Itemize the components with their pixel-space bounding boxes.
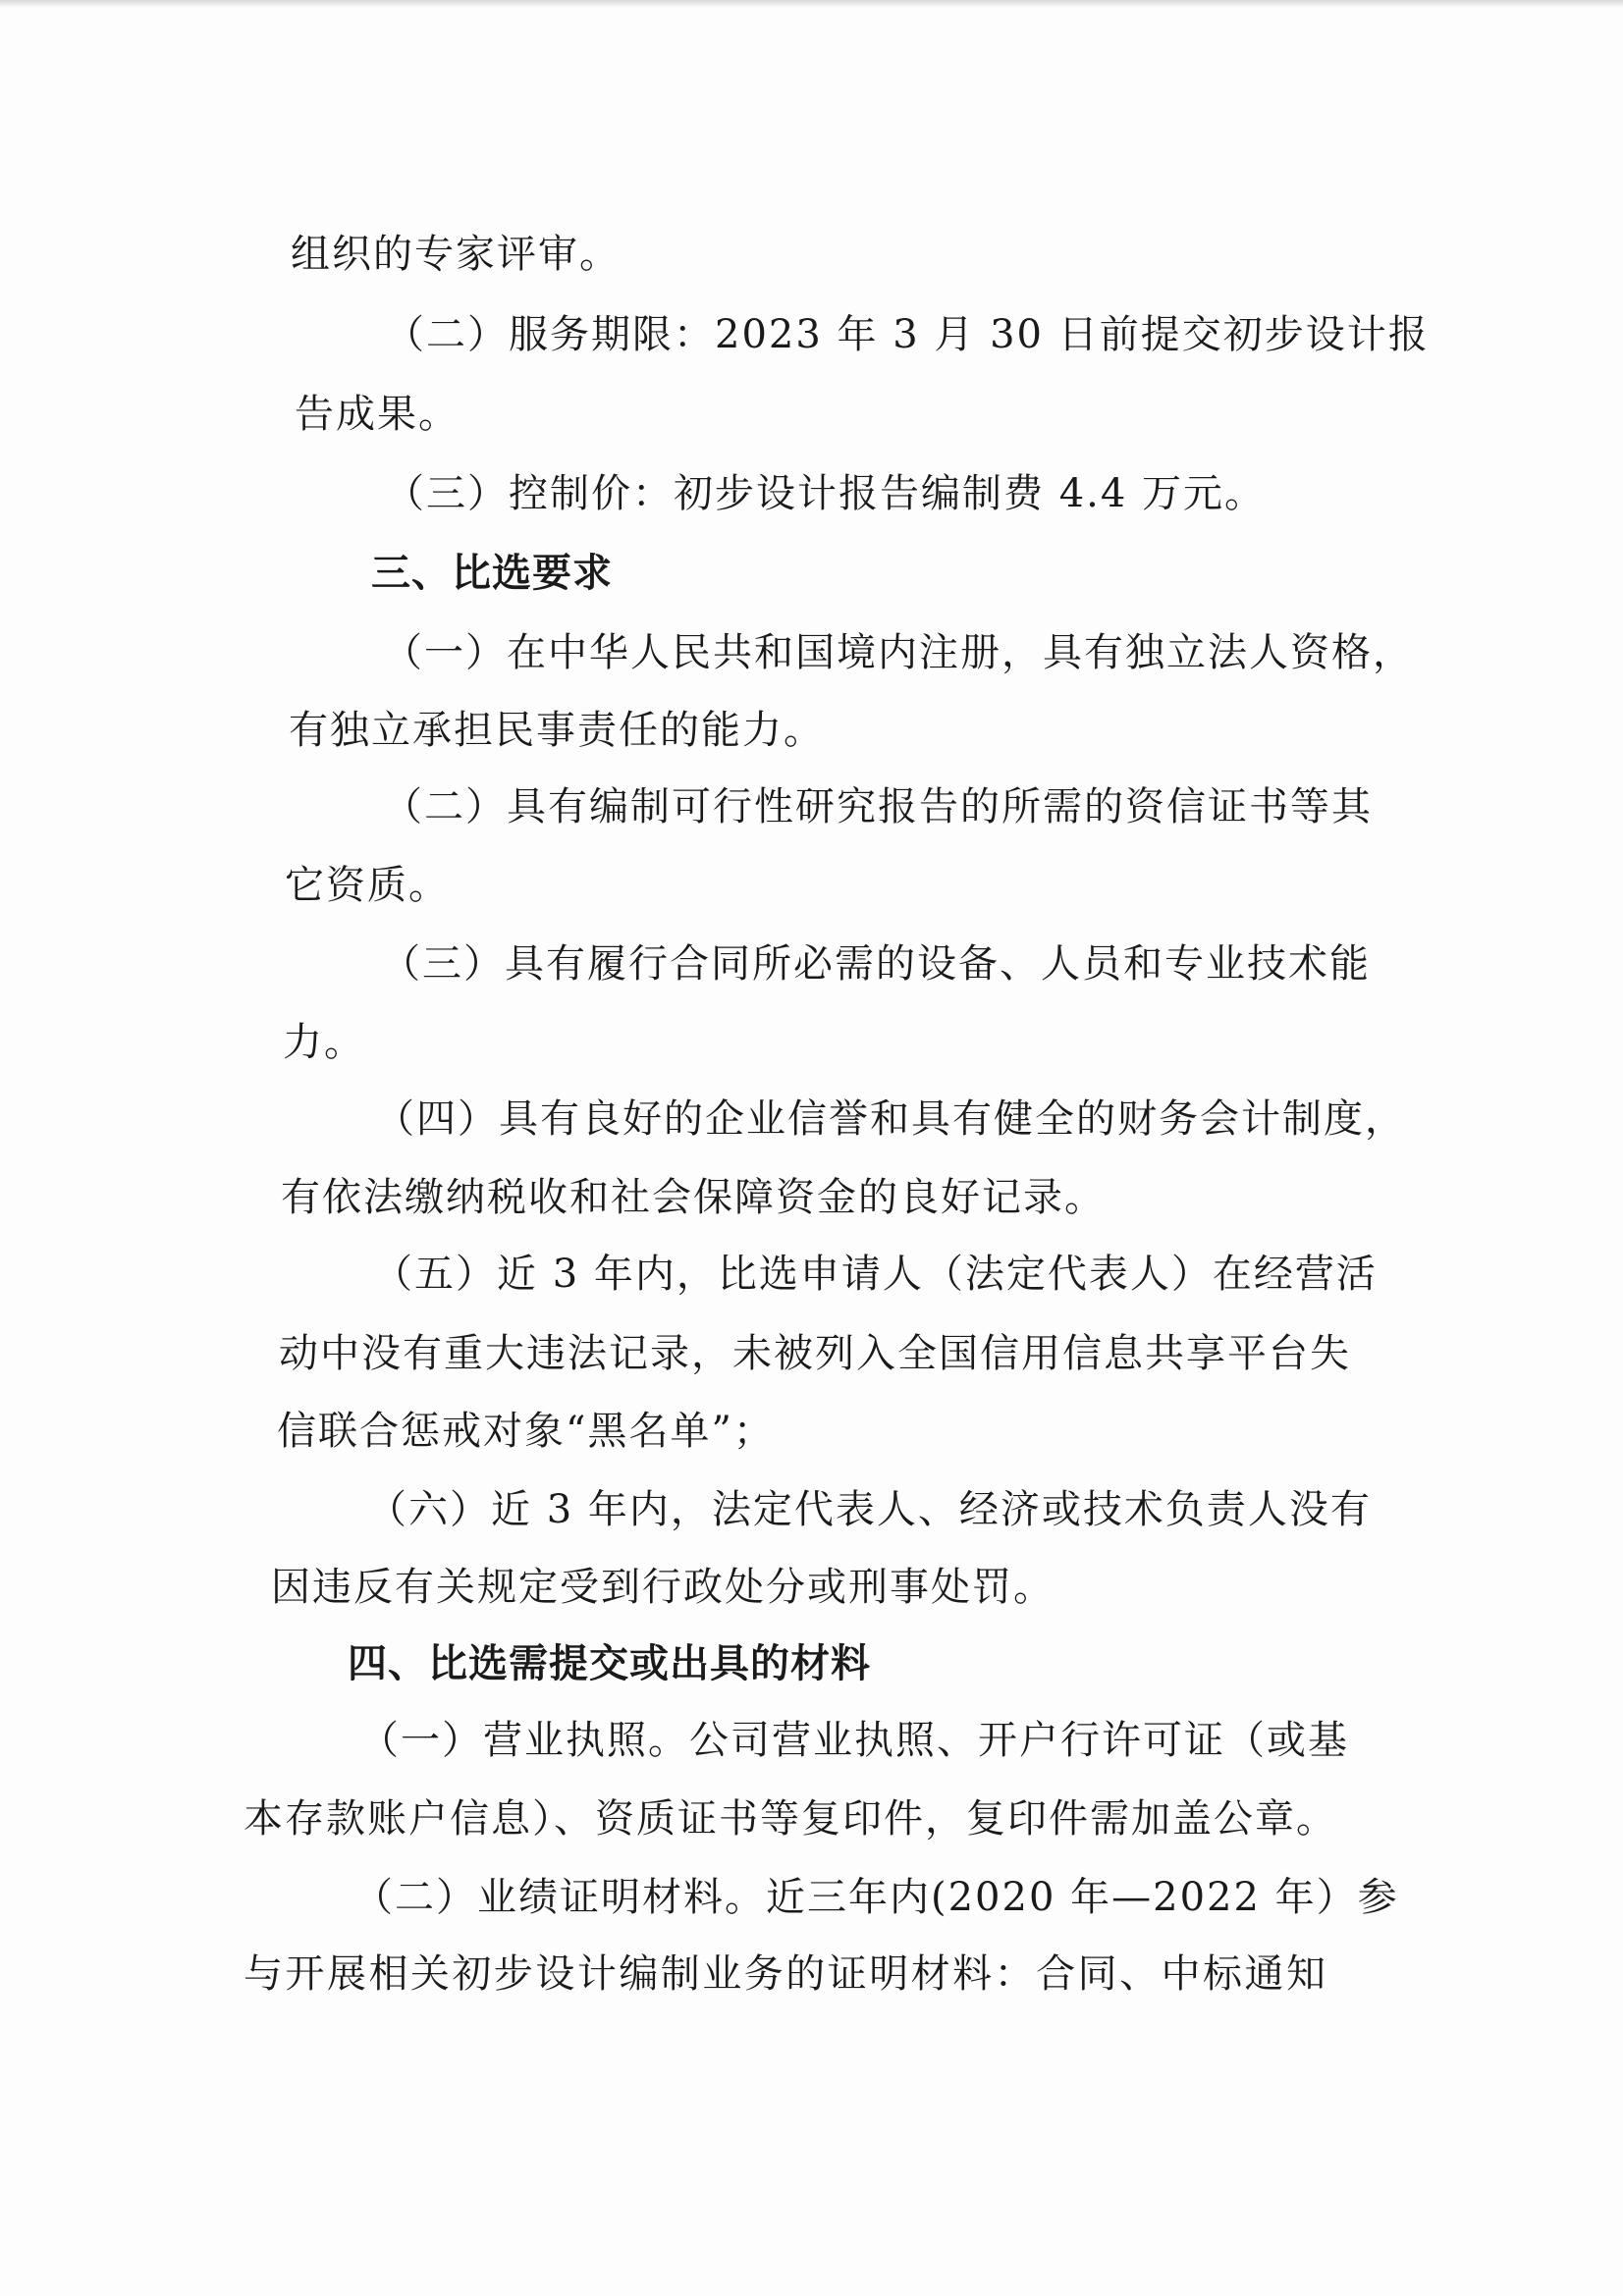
text-line: （一）在中华人民共和国境内注册，具有独立法人资格，: [383, 630, 1414, 675]
text-line: （二）具有编制可行性研究报告的所需的资信证书等其: [383, 784, 1373, 829]
text-line: 它资质。: [285, 863, 450, 908]
text-line: （二）业绩证明材料。近三年内(2020 年—2022 年）参: [353, 1875, 1399, 1920]
text-line: 力。: [283, 1020, 365, 1065]
text-line: （二）服务期限：2023 年 3 月 30 日前提交初步设计报: [385, 312, 1430, 357]
scan-edge: [0, 0, 1623, 8]
text-line: 因违反有关规定受到行政处分或刑事处罚。: [271, 1565, 1055, 1610]
text-line: 本存款账户信息）、资质证书等复印件，复印件需加盖公章。: [243, 1796, 1337, 1842]
text-line: 与开展相关初步设计编制业务的证明材料：合同、中标通知: [243, 1951, 1327, 1997]
section-heading: 四、比选需提交或出具的材料: [348, 1641, 871, 1686]
text-line: 告成果。: [295, 392, 460, 437]
section-heading: 三、比选要求: [371, 551, 613, 596]
text-line: 组织的专家评审。: [291, 232, 621, 277]
text-line: （三）控制价：初步设计报告编制费 4.4 万元。: [385, 471, 1267, 516]
text-line: 有独立承担民事责任的能力。: [289, 708, 825, 753]
text-line: 动中没有重大违法记录，未被列入全国信用信息共享平台失: [279, 1331, 1351, 1376]
text-line: （三）具有履行合同所必需的设备、人员和专业技术能: [381, 941, 1371, 987]
text-line: 信联合惩戒对象“黑名单”；: [277, 1409, 775, 1454]
text-line: （一）营业执照。公司营业执照、开户行许可证（或基: [359, 1718, 1349, 1763]
text-line: （五）近 3 年内，比选申请人（法定代表人）在经营活: [373, 1252, 1378, 1297]
text-line: （六）近 3 年内，法定代表人、经济或技术负责人没有: [367, 1487, 1372, 1532]
text-line: 有依法缴纳税收和社会保障资金的良好记录。: [281, 1175, 1106, 1220]
text-line: （四）具有良好的企业信誉和具有健全的财务会计制度，: [375, 1096, 1406, 1142]
